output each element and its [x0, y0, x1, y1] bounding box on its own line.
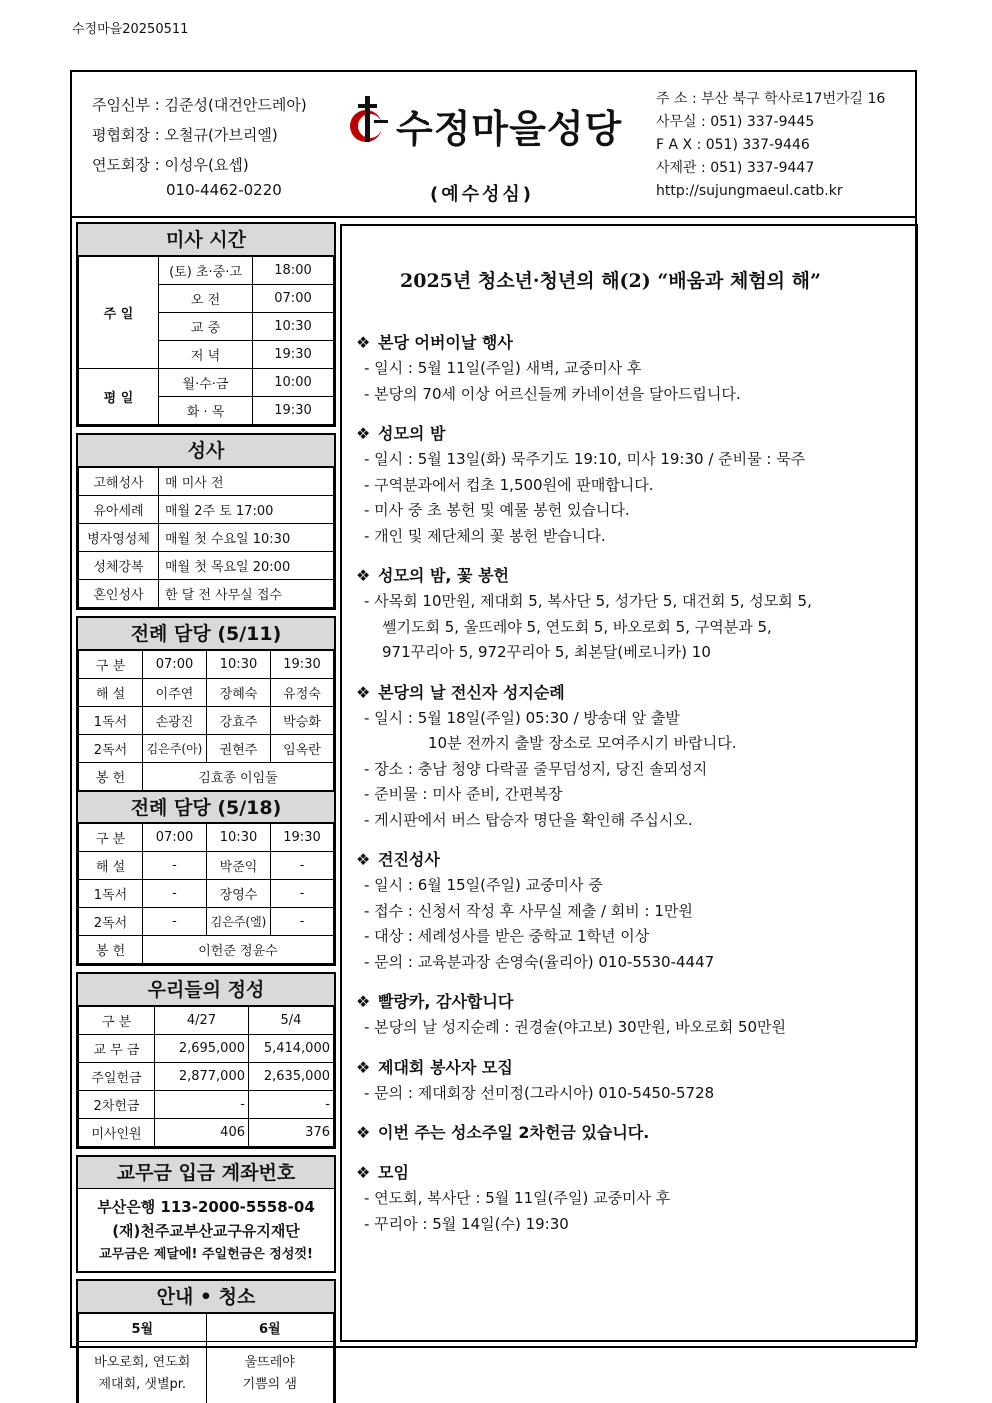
section-line: 쎌기도회 5, 울뜨레야 5, 연도회 5, 바오로회 5, 구역분과 5, [382, 617, 772, 636]
section-line: - 일시 : 5월 13일(화) 묵주기도 19:10, 미사 19:30 / 준비물 : 묵주 [364, 450, 806, 468]
offering-head: 구 분 [79, 1007, 155, 1035]
section-heading [356, 989, 916, 1015]
header [72, 72, 915, 218]
cleaning-group: 울뜨레야 [244, 1354, 295, 1370]
church-logo [346, 94, 646, 154]
sacraments-box [76, 433, 336, 610]
liturgy-person: 권현주 [207, 735, 271, 763]
cleaning-title: 안내 • 청소 [78, 1281, 334, 1313]
section-line: - 일시 : 6월 15일(주일) 교중미사 중 [364, 876, 603, 894]
mass-label: 오 전 [159, 285, 253, 313]
liturgy-role: 2독서 [79, 735, 143, 763]
liturgy-title-0518: 전례 담당 (5/18) [78, 791, 334, 823]
cleaning-june [206, 1342, 334, 1403]
offering-box [76, 972, 336, 1149]
youth-phone: 010-4462-0220 [166, 181, 282, 199]
section-heading [356, 1120, 916, 1146]
offering-value: 2,695,000 [155, 1035, 249, 1063]
mass-label: 화 · 목 [159, 397, 253, 425]
liturgy-head: 19:30 [271, 651, 334, 679]
section-line: 971꾸리아 5, 972꾸리아 5, 최본달(베로니카) 10 [382, 643, 711, 661]
liturgy-person: 김은주(아) [143, 735, 207, 763]
liturgy-role: 1독서 [79, 707, 143, 735]
offering-label: 미사인원 [79, 1119, 155, 1147]
mass-label: 저 녁 [159, 341, 253, 369]
liturgy-person: 강효주 [207, 707, 271, 735]
liturgy-person: 김은주(엘) [207, 908, 271, 936]
diamond-bullet-icon: ❖ [356, 992, 371, 1011]
mass-time: 18:00 [253, 257, 334, 285]
church-name: 수정마을성당 [396, 107, 623, 151]
section-heading-text: 본당의 날 전신자 성지순례 [378, 682, 565, 702]
announcement-section [356, 421, 916, 549]
announcements-panel [340, 224, 918, 1342]
offering-value: - [155, 1091, 249, 1119]
announcement-section [356, 1120, 916, 1146]
offertory-persons: 김효종 이임둘 [143, 763, 334, 791]
year-theme-title: 2025년 청소년·청년의 해(2) “배움과 체험의 해” [400, 270, 821, 292]
account-holder: (재)천주교부산교구유지재단 [112, 1222, 300, 1240]
sacrament-schedule: 매월 첫 수요일 10:30 [159, 524, 334, 552]
mass-label: (토) 초·중·고 [159, 257, 253, 285]
announcement-sections [356, 330, 916, 1251]
offering-value: - [249, 1091, 334, 1119]
section-heading-text: 성모의 밤, 꽃 봉헌 [378, 566, 509, 585]
diamond-bullet-icon: ❖ [356, 682, 371, 702]
announcement-section [356, 680, 916, 834]
announcement-section [356, 1055, 916, 1107]
offering-value: 2,635,000 [249, 1063, 334, 1091]
website-link[interactable]: http://sujungmaeul.catb.kr [656, 183, 843, 199]
account-info [78, 1189, 334, 1271]
sidebar [76, 222, 336, 1403]
section-line: - 본당의 날 성지순례 : 권경술(야고보) 30만원, 바오로회 50만원 [364, 1018, 787, 1036]
account-title: 교무금 입금 계좌번호 [78, 1157, 334, 1189]
diamond-bullet-icon: ❖ [356, 1123, 371, 1142]
document-id: 수정마을20250511 [72, 22, 189, 37]
mass-time: 10:30 [253, 313, 334, 341]
section-line: - 접수 : 신청서 작성 후 사무실 제출 / 회비 : 1만원 [364, 901, 693, 920]
section-line: - 문의 : 교육분과장 손영숙(율리아) 010-5530-4447 [364, 952, 715, 971]
cleaning-month: 6월 [206, 1314, 334, 1342]
diamond-bullet-icon: ❖ [356, 333, 371, 352]
mass-times-table [78, 256, 334, 425]
sunday-label: 주 일 [79, 257, 159, 369]
section-line: - 미사 중 초 봉헌 및 예물 봉헌 있습니다. [364, 501, 630, 519]
sacraments-table [78, 467, 334, 608]
sacraments-title: 성사 [78, 435, 334, 467]
offertory-persons: 이헌준 정윤수 [143, 936, 334, 964]
section-heading [356, 847, 916, 873]
offering-label: 주일헌금 [79, 1063, 155, 1091]
liturgy-table-0511 [78, 650, 334, 791]
diamond-bullet-icon: ❖ [356, 1163, 371, 1182]
liturgy-person: 장혜숙 [207, 679, 271, 707]
liturgy-head: 07:00 [143, 651, 207, 679]
pastor: 주임신부 : 김준성(대건안드레아) [92, 96, 307, 114]
sacrament-name: 유아세례 [79, 496, 159, 524]
cleaning-group: 제대회, 샛별pr. [98, 1376, 187, 1392]
bank-account: 부산은행 113-2000-5558-04 [97, 1198, 315, 1216]
diamond-bullet-icon: ❖ [356, 850, 371, 869]
mass-times-box [76, 222, 336, 427]
sacrament-name: 성체강복 [79, 552, 159, 580]
contact-info [656, 88, 885, 203]
liturgy-person: - [271, 852, 334, 880]
sacrament-name: 고해성사 [79, 468, 159, 496]
section-heading [356, 421, 916, 447]
church-motto: (예수성심) [430, 184, 535, 205]
address: 주 소 : 부산 북구 학사로17번가길 16 [656, 91, 886, 107]
liturgy-person: 손광진 [143, 707, 207, 735]
liturgy-person: 유정숙 [271, 679, 334, 707]
announcement-section [356, 1160, 916, 1237]
liturgy-person: 박준익 [207, 852, 271, 880]
mass-time: 07:00 [253, 285, 334, 313]
liturgy-role: 해 설 [79, 852, 143, 880]
liturgy-table-0518 [78, 823, 334, 964]
section-line: - 연도회, 복사단 : 5월 11일(주일) 교중미사 후 [364, 1189, 671, 1207]
liturgy-head: 구 분 [79, 824, 143, 852]
liturgy-person: 이주연 [143, 679, 207, 707]
announcement-section [356, 847, 916, 975]
announcement-section [356, 563, 916, 666]
sacrament-schedule: 매 미사 전 [159, 468, 334, 496]
section-line: - 대상 : 세례성사를 받은 중학교 1학년 이상 [364, 927, 650, 945]
announcement-section [356, 989, 916, 1041]
offering-title: 우리들의 정성 [78, 974, 334, 1006]
section-heading-text: 모임 [378, 1163, 409, 1182]
liturgy-person: 박승화 [271, 707, 334, 735]
account-box [76, 1155, 336, 1273]
liturgy-role: 봉 헌 [79, 936, 143, 964]
diamond-bullet-icon: ❖ [356, 566, 371, 585]
office-phone: 사무실 : 051) 337-9445 [656, 114, 815, 130]
liturgy-title-0511: 전례 담당 (5/11) [78, 618, 334, 650]
offering-label: 2차헌금 [79, 1091, 155, 1119]
sacrament-schedule: 한 달 전 사무실 접수 [159, 580, 334, 608]
liturgy-head: 10:30 [207, 824, 271, 852]
offering-value: 5,414,000 [249, 1035, 334, 1063]
offering-table [78, 1006, 334, 1147]
announcement-section [356, 330, 916, 407]
offering-value: 2,877,000 [155, 1063, 249, 1091]
cleaning-table [78, 1313, 334, 1403]
sacrament-name: 혼인성사 [79, 580, 159, 608]
section-heading [356, 1055, 916, 1081]
mass-times-title: 미사 시간 [78, 224, 334, 256]
mass-time: 10:00 [253, 369, 334, 397]
cleaning-group: 기쁨의 샘 [242, 1376, 297, 1392]
section-heading-text: 성모의 밤 [378, 424, 446, 443]
sacrament-schedule: 매월 2주 토 17:00 [159, 496, 334, 524]
cleaning-box [76, 1279, 336, 1403]
section-heading-text: 제대회 봉사자 모집 [378, 1057, 513, 1077]
section-heading-text: 본당 어버이날 행사 [378, 333, 513, 352]
cross-logo-icon [346, 94, 392, 148]
liturgy-person: - [271, 880, 334, 908]
section-line: - 준비물 : 미사 준비, 간편복장 [364, 785, 563, 803]
liturgy-role: 해 설 [79, 679, 143, 707]
diamond-bullet-icon: ❖ [356, 424, 371, 443]
section-line: - 일시 : 5월 11일(주일) 새벽, 교중미사 후 [364, 359, 642, 377]
liturgy-head: 구 분 [79, 651, 143, 679]
cleaning-month: 5월 [79, 1314, 207, 1342]
mass-label: 월·수·금 [159, 369, 253, 397]
section-line: - 일시 : 5월 18일(주일) 05:30 / 방송대 앞 출발 [364, 708, 680, 727]
section-line: - 꾸리아 : 5월 14일(수) 19:30 [364, 1214, 569, 1233]
rectory-phone: 사제관 : 051) 337-9447 [656, 160, 815, 176]
section-heading-text: 견진성사 [378, 850, 440, 869]
liturgy-head: 19:30 [271, 824, 334, 852]
bulletin-frame [70, 70, 917, 1392]
mass-label: 교 중 [159, 313, 253, 341]
mass-time: 19:30 [253, 397, 334, 425]
liturgy-head: 07:00 [143, 824, 207, 852]
council-president: 평협회장 : 오철규(가브리엘) [92, 126, 278, 144]
youth-president: 연도회장 : 이성우(요셉) [92, 156, 249, 174]
section-line: - 본당의 70세 이상 어르신들께 카네이션을 달아드립니다. [364, 384, 741, 403]
section-line: - 문의 : 제대회장 선미정(그라시아) 010-5450-5728 [364, 1083, 715, 1102]
section-heading-text: 이번 주는 성소주일 2차헌금 있습니다. [378, 1123, 650, 1142]
offering-label: 교 무 금 [79, 1035, 155, 1063]
offering-head: 4/27 [155, 1007, 249, 1035]
liturgy-person: - [143, 880, 207, 908]
section-heading [356, 680, 916, 706]
offering-head: 5/4 [249, 1007, 334, 1035]
liturgy-role: 봉 헌 [79, 763, 143, 791]
section-heading [356, 1160, 916, 1186]
section-heading-text: 빨랑카, 감사합니다 [378, 992, 514, 1011]
liturgy-person: 장영수 [207, 880, 271, 908]
cleaning-group: 바오로회, 연도회 [94, 1354, 191, 1370]
liturgy-person: 임옥란 [271, 735, 334, 763]
liturgy-role: 2독서 [79, 908, 143, 936]
cleaning-may [79, 1342, 207, 1403]
liturgy-person: - [143, 852, 207, 880]
weekday-label: 평 일 [79, 369, 159, 425]
section-line: - 개인 및 제단체의 꽃 봉헌 받습니다. [364, 526, 606, 545]
section-line: - 게시판에서 버스 탑승자 명단을 확인해 주십시오. [364, 810, 693, 829]
fax: F A X : 051) 337-9446 [656, 137, 810, 153]
offering-value: 376 [249, 1119, 334, 1147]
liturgy-role: 1독서 [79, 880, 143, 908]
section-heading [356, 563, 916, 589]
section-line: - 사목회 10만원, 제대회 5, 복사단 5, 성가단 5, 대건회 5, 성모회 5, [364, 592, 812, 610]
sacrament-schedule: 매월 첫 목요일 20:00 [159, 552, 334, 580]
liturgy-person: - [143, 908, 207, 936]
account-note: 교무금은 제달에! 주일헌금은 정성껏! [99, 1247, 313, 1262]
mass-time: 19:30 [253, 341, 334, 369]
section-line: 10분 전까지 출발 장소로 모여주시기 바랍니다. [428, 734, 737, 752]
offering-value: 406 [155, 1119, 249, 1147]
staff-info [92, 90, 307, 200]
liturgy-person: - [271, 908, 334, 936]
liturgy-box [76, 616, 336, 966]
liturgy-head: 10:30 [207, 651, 271, 679]
section-line: - 구역분과에서 컵초 1,500원에 판매합니다. [364, 475, 654, 494]
section-line: - 장소 : 충남 청양 다락골 줄무덤성지, 당진 솔뫼성지 [364, 759, 708, 778]
sacrament-name: 병자영성체 [79, 524, 159, 552]
diamond-bullet-icon: ❖ [356, 1057, 371, 1077]
section-heading [356, 330, 916, 356]
